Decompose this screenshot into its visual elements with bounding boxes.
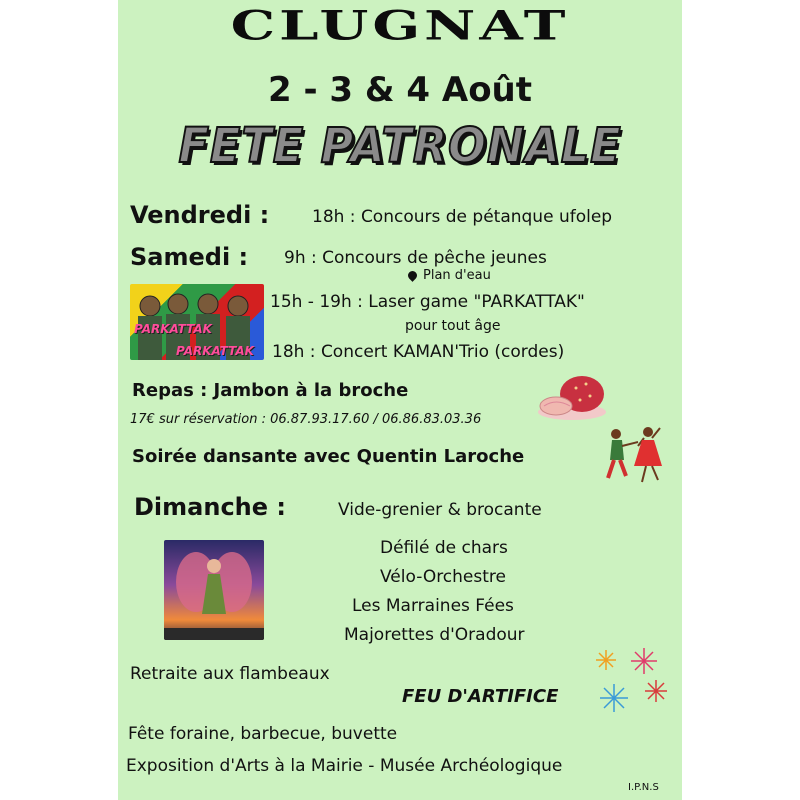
saturday-line-2: 15h - 19h : Laser game "PARKATTAK" [270,292,585,312]
sunday-item-4: Majorettes d'Oradour [344,625,525,645]
booking-line: 17€ sur réservation : 06.87.93.17.60 / 06.86.83.03.36 [130,412,482,427]
saturday-line-2b: pour tout âge [405,318,501,334]
friday-line-1: 18h : Concours de pétanque ufolep [312,207,613,227]
torch-line: Retraite aux flambeaux [130,664,330,684]
friday-label: Vendredi : [130,201,270,229]
saturday-line-1: 9h : Concours de pêche jeunes [284,248,547,268]
sunday-item-3: Les Marraines Fées [352,596,514,616]
dancing-couple-illustration [596,422,668,488]
saturday-line-3: 18h : Concert KAMAN'Trio (cordes) [272,342,565,362]
parkattak-logo-2: PARKATTAK [176,344,254,358]
meal-line: Repas : Jambon à la broche [132,380,409,401]
location-label: Plan d'eau [423,268,491,283]
sunday-label: Dimanche : [134,493,286,521]
parkattak-logo-1: PARKATTAK [134,322,212,336]
dance-line: Soirée dansante avec Quentin Laroche [132,446,525,467]
footer-line-2: Exposition d'Arts à la Mairie - Musée Archéologique [126,756,563,776]
location-pin-icon [406,269,419,282]
footer-line-1: Fête foraine, barbecue, buvette [128,724,398,744]
sunday-line-1: Vide-grenier & brocante [338,500,542,520]
fairy-figure [164,540,264,640]
town-title: CLUGNAT [230,2,570,50]
ham-illustration [536,372,608,422]
fireworks-line: FEU D'ARTIFICE [402,686,559,707]
sunday-item-1: Défilé de chars [380,538,508,558]
poster [118,0,682,800]
event-dates: 2 - 3 & 4 Août [267,70,533,110]
saturday-label: Samedi : [130,243,249,271]
parkattak-image [130,284,264,360]
event-title: FETE PATRONALE [178,118,622,174]
fireworks-illustration [584,640,674,720]
ipns-label: I.P.N.S [628,782,659,793]
location-row [408,268,491,283]
fairy-photo [164,540,264,640]
sunday-item-2: Vélo-Orchestre [380,567,506,587]
